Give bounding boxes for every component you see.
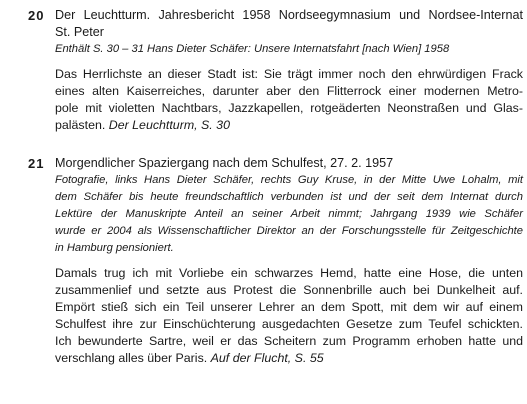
entry-title	[55, 7, 523, 41]
entry-title	[55, 155, 523, 172]
entry-quote-line: Ich bewunderte Sartre, weil er das Scheitern zum Programm erhoben hatte und	[55, 334, 523, 348]
entry-quote-line: eines alten Kaiserreiches, darunter aber den Flitterrock einer modernen Metro-	[55, 84, 523, 98]
entry-quote-line: pole mit violetten Nachtbars, Jazzkapellen, rotgeäderten Neonstraßen und Glas-	[55, 101, 523, 115]
entry-quote-line: Schulfest ihre zur Einschüchterung ausgedachten Gesetze zum Teufel schickten.	[55, 317, 523, 331]
entry-caption-line: wurde er 2004 als Wissenschaftlicher Direktor an der Forschungsstelle für Zeitgeschichte	[55, 225, 523, 237]
entry-caption	[55, 41, 523, 58]
quote-source: Auf der Flucht, S. 55	[210, 351, 324, 365]
entry-quote	[55, 265, 523, 367]
entry-caption-line: in Hamburg pensioniert.	[55, 242, 174, 254]
entry-quote-line: Empört stieß sich ein Teil unserer Lehrer an dem Spott, mit dem wir auf einem	[55, 300, 523, 314]
quote-source: Der Leuchtturm, S. 30	[108, 118, 230, 132]
entry-content	[55, 7, 523, 134]
entry-quote-line: palästen.	[55, 118, 106, 132]
entry-quote	[55, 66, 523, 134]
entry-quote-line: Damals trug ich mit Vorliebe ein schwarzes Hemd, hatte eine Hose, die unten	[55, 266, 523, 280]
entry-caption-line: Fotografie, links Hans Dieter Schäfer, rechts Guy Kruse, in der Mitte Uwe Lohalm, mit	[55, 174, 523, 186]
entry-number: 20	[28, 8, 45, 23]
entry-quote-line: verschlang alles über Paris.	[55, 351, 208, 365]
entry-number: 21	[28, 156, 45, 171]
entry-title-line: Morgendlicher Spaziergang nach dem Schulfest, 27. 2. 1957	[55, 156, 394, 170]
entry-title-line: Der Leuchtturm. Jahresbericht 1958 Nordseegymnasium und Nordsee-Internat	[55, 8, 523, 22]
entry-content	[55, 155, 523, 367]
entry-quote-line: zusammenlief und setzte aus Protest die Sonnenbrille auch bei Dunkelheit auf.	[55, 283, 523, 297]
entry-caption-line: Lektüre der Manuskripte Anteil an seiner Arbeit nimmt; Jahrgang 1939 wie Schäfer	[55, 208, 523, 220]
entry-caption-line: Enthält S. 30 – 31 Hans Dieter Schäfer: Unsere Internatsfahrt [nach Wien] 1958	[55, 43, 450, 55]
entry-quote-line: Das Herrlichste an dieser Stadt ist: Sie trägt immer noch den ehrwürdigen Frack	[55, 67, 523, 81]
entry-caption	[55, 172, 523, 257]
entry-caption-line: dem Schäfer bis heute freundschaftlich verbunden ist und der seit dem Internat durch	[55, 191, 523, 203]
entry-title-line: St. Peter	[55, 25, 104, 39]
